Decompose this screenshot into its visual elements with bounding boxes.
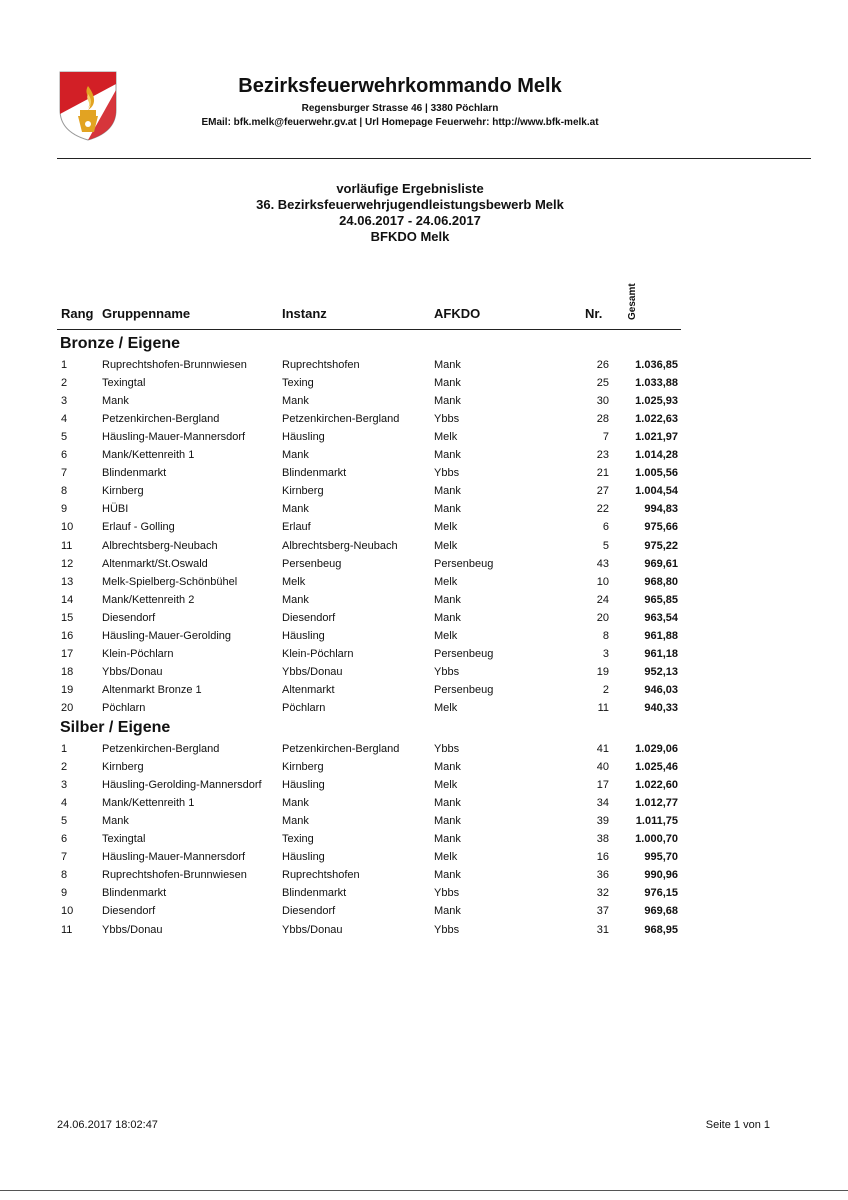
rank-cell: 3 — [61, 779, 68, 792]
rank-cell: 20 — [61, 701, 74, 714]
afkdo-cell: Melk — [434, 575, 458, 588]
table-row — [0, 831, 848, 849]
afkdo-cell: Ybbs — [434, 665, 460, 678]
rank-cell: 1 — [61, 359, 68, 371]
rank-cell: 4 — [61, 797, 68, 810]
table-row — [0, 646, 848, 664]
group-name-cell: Petzenkirchen-Bergland — [102, 743, 220, 755]
group-name-cell: Diesendorf — [102, 611, 156, 624]
rank-cell: 8 — [61, 485, 68, 498]
header-divider — [57, 158, 811, 159]
instance-cell: Texing — [282, 377, 314, 390]
afkdo-cell: Melk — [434, 521, 458, 534]
rank-cell: 19 — [61, 683, 74, 696]
number-cell: 19 — [596, 665, 609, 678]
number-cell: 20 — [596, 611, 609, 624]
afkdo-cell: Melk — [434, 431, 458, 444]
group-name-cell: Ruprechtshofen-Brunnwiesen — [102, 869, 247, 882]
group-name-cell: Mank/Kettenreith 1 — [102, 797, 195, 810]
number-cell: 21 — [596, 467, 609, 480]
instance-cell: Petzenkirchen-Bergland — [282, 413, 400, 426]
group-name-cell: Texingtal — [102, 833, 146, 846]
instance-cell: Mank — [282, 503, 309, 516]
rank-cell: 15 — [61, 611, 74, 624]
table-row — [0, 628, 848, 646]
total-score-cell: 1.021,97 — [635, 431, 678, 444]
report-title-event: 36. Bezirksfeuerwehrjugendleistungsbewerb Melk — [256, 197, 564, 212]
table-row — [0, 759, 848, 777]
total-score-cell: 1.022,60 — [635, 779, 678, 792]
page-indicator: Seite 1 von 1 — [705, 1119, 770, 1131]
column-header-divider — [57, 329, 681, 330]
column-header-gesamt: Gesamt — [627, 283, 638, 320]
number-cell: 37 — [596, 905, 609, 918]
total-score-cell: 1.022,63 — [635, 413, 678, 426]
instance-cell: Blindenmarkt — [282, 887, 347, 900]
group-name-cell: Mank — [102, 395, 129, 408]
instance-cell: Ybbs/Donau — [282, 665, 343, 678]
table-row — [0, 922, 848, 940]
afkdo-cell: Ybbs — [434, 467, 460, 480]
table-row — [0, 885, 848, 903]
rank-cell: 9 — [61, 887, 68, 900]
number-cell: 8 — [602, 629, 609, 642]
group-name-cell: Kirnberg — [102, 761, 144, 774]
rank-cell: 1 — [61, 743, 68, 755]
afkdo-cell: Ybbs — [434, 413, 460, 426]
number-cell: 25 — [596, 377, 609, 390]
group-name-cell: Häusling-Mauer-Mannersdorf — [102, 851, 246, 864]
table-row — [0, 903, 848, 921]
rank-cell: 13 — [61, 575, 74, 588]
group-name-cell: Texingtal — [102, 377, 146, 390]
rank-cell: 6 — [61, 449, 68, 462]
total-score-cell: 975,22 — [644, 539, 678, 552]
group-name-cell: Altenmarkt Bronze 1 — [102, 683, 202, 696]
table-row — [0, 664, 848, 682]
total-score-cell: 1.005,56 — [635, 467, 678, 480]
number-cell: 34 — [596, 797, 609, 810]
afkdo-cell: Mank — [434, 449, 461, 462]
total-score-cell: 968,80 — [644, 575, 678, 588]
rank-cell: 18 — [61, 665, 74, 678]
total-score-cell: 1.011,75 — [635, 815, 678, 828]
group-name-cell: Häusling-Mauer-Mannersdorf — [102, 431, 246, 444]
group-name-cell: Blindenmarkt — [102, 887, 167, 900]
total-score-cell: 1.025,93 — [635, 395, 678, 408]
group-name-cell: Melk-Spielberg-Schönbühel — [102, 575, 238, 588]
number-cell: 16 — [596, 851, 609, 864]
instance-cell: Altenmarkt — [282, 683, 335, 696]
group-name-cell: Ybbs/Donau — [102, 665, 163, 678]
instance-cell: Petzenkirchen-Bergland — [282, 743, 400, 755]
group-name-cell: Häusling-Mauer-Gerolding — [102, 629, 232, 642]
instance-cell: Häusling — [282, 431, 325, 444]
total-score-cell: 1.036,85 — [635, 359, 678, 371]
total-score-cell: 961,18 — [644, 647, 678, 660]
table-row — [0, 357, 848, 375]
instance-cell: Albrechtsberg-Neubach — [282, 539, 398, 552]
report-title-dates: 24.06.2017 - 24.06.2017 — [339, 213, 481, 228]
number-cell: 31 — [596, 923, 609, 936]
number-cell: 26 — [596, 359, 609, 371]
instance-cell: Häusling — [282, 779, 325, 792]
rank-cell: 11 — [61, 923, 73, 936]
fire-brigade-logo-icon — [58, 70, 118, 142]
instance-cell: Häusling — [282, 851, 325, 864]
rank-cell: 7 — [61, 851, 68, 864]
afkdo-cell: Mank — [434, 905, 461, 918]
instance-cell: Melk — [282, 575, 306, 588]
afkdo-cell: Mank — [434, 593, 461, 606]
total-score-cell: 995,70 — [644, 851, 678, 864]
table-row — [0, 519, 848, 537]
afkdo-cell: Ybbs — [434, 887, 460, 900]
table-row — [0, 538, 848, 556]
group-name-cell: Mank — [102, 815, 129, 828]
group-name-cell: Häusling-Gerolding-Mannersdorf — [102, 779, 262, 792]
afkdo-cell: Mank — [434, 761, 461, 774]
afkdo-cell: Melk — [434, 779, 458, 792]
rank-cell: 5 — [61, 815, 68, 828]
table-row — [0, 813, 848, 831]
rank-cell: 2 — [61, 761, 68, 774]
table-row — [0, 849, 848, 867]
section-title: Bronze / Eigene — [60, 335, 181, 352]
number-cell: 40 — [596, 761, 609, 774]
afkdo-cell: Persenbeug — [434, 557, 494, 570]
total-score-cell: 1.025,46 — [635, 761, 678, 774]
group-name-cell: Diesendorf — [102, 905, 156, 918]
rank-cell: 14 — [61, 593, 74, 606]
total-score-cell: 965,85 — [644, 593, 678, 606]
group-name-cell: Ruprechtshofen-Brunnwiesen — [102, 359, 247, 371]
report-title-status: vorläufige Ergebnisliste — [336, 181, 484, 196]
table-row — [0, 393, 848, 411]
report-title-organizer: BFKDO Melk — [370, 229, 450, 244]
column-header-afkdo: AFKDO — [434, 306, 481, 321]
number-cell: 17 — [596, 779, 609, 792]
table-row — [0, 447, 848, 465]
afkdo-cell: Mank — [434, 833, 461, 846]
instance-cell: Mank — [282, 815, 309, 828]
organization-title: Bezirksfeuerwehrkommando Melk — [238, 75, 562, 97]
number-cell: 11 — [597, 701, 609, 714]
afkdo-cell: Ybbs — [434, 743, 460, 755]
rank-cell: 4 — [61, 413, 68, 426]
number-cell: 5 — [602, 539, 609, 552]
afkdo-cell: Melk — [434, 701, 458, 714]
column-header-nr: Nr. — [585, 306, 603, 321]
afkdo-cell: Mank — [434, 797, 461, 810]
total-score-cell: 961,88 — [644, 629, 678, 642]
rank-cell: 6 — [61, 833, 68, 846]
number-cell: 43 — [596, 557, 609, 570]
instance-cell: Persenbeug — [282, 557, 342, 570]
total-score-cell: 1.033,88 — [635, 377, 678, 390]
rank-cell: 10 — [61, 521, 74, 534]
table-row — [0, 795, 848, 813]
total-score-cell: 1.000,70 — [635, 833, 678, 846]
total-score-cell: 946,03 — [644, 683, 678, 696]
table-row — [0, 867, 848, 885]
table-row — [0, 411, 848, 429]
instance-cell: Kirnberg — [282, 761, 324, 774]
afkdo-cell: Mank — [434, 395, 461, 408]
total-score-cell: 969,68 — [644, 905, 678, 918]
instance-cell: Erlauf — [282, 521, 311, 534]
number-cell: 24 — [596, 593, 609, 606]
instance-cell: Mank — [282, 593, 309, 606]
afkdo-cell: Mank — [434, 815, 461, 828]
rank-cell: 9 — [61, 503, 68, 516]
group-name-cell: Petzenkirchen-Bergland — [102, 413, 220, 426]
number-cell: 22 — [596, 503, 609, 516]
group-name-cell: Mank/Kettenreith 1 — [102, 449, 195, 462]
number-cell: 30 — [596, 395, 609, 408]
rank-cell: 8 — [61, 869, 68, 882]
table-row — [0, 375, 848, 393]
group-name-cell: Albrechtsberg-Neubach — [102, 539, 218, 552]
number-cell: 10 — [596, 575, 609, 588]
total-score-cell: 952,13 — [644, 665, 678, 678]
number-cell: 32 — [596, 887, 609, 900]
group-name-cell: Blindenmarkt — [102, 467, 167, 480]
group-name-cell: Pöchlarn — [102, 701, 146, 714]
instance-cell: Pöchlarn — [282, 701, 326, 714]
column-header-instanz: Instanz — [282, 306, 327, 321]
instance-cell: Ruprechtshofen — [282, 359, 360, 371]
table-row — [0, 429, 848, 447]
group-name-cell: HÜBI — [102, 503, 129, 516]
instance-cell: Diesendorf — [282, 905, 336, 918]
rank-cell: 2 — [61, 377, 68, 390]
afkdo-cell: Melk — [434, 539, 458, 552]
rank-cell: 12 — [61, 557, 74, 570]
number-cell: 28 — [596, 413, 609, 426]
rank-cell: 7 — [61, 467, 68, 480]
instance-cell: Diesendorf — [282, 611, 336, 624]
rank-cell: 17 — [61, 647, 74, 660]
table-row — [0, 574, 848, 592]
afkdo-cell: Mank — [434, 503, 461, 516]
afkdo-cell: Mank — [434, 611, 461, 624]
total-score-cell: 963,54 — [644, 611, 678, 624]
total-score-cell: 1.029,06 — [635, 743, 678, 755]
instance-cell: Mank — [282, 797, 309, 810]
number-cell: 41 — [596, 743, 609, 755]
table-row — [0, 741, 848, 759]
section-title: Silber / Eigene — [60, 719, 171, 736]
number-cell: 23 — [596, 449, 609, 462]
instance-cell: Ruprechtshofen — [282, 869, 360, 882]
table-row — [0, 592, 848, 610]
group-name-cell: Kirnberg — [102, 485, 144, 498]
total-score-cell: 994,83 — [644, 503, 678, 516]
afkdo-cell: Melk — [434, 851, 458, 864]
number-cell: 39 — [596, 815, 609, 828]
table-row — [0, 682, 848, 700]
table-row — [0, 777, 848, 795]
number-cell: 2 — [602, 683, 609, 696]
total-score-cell: 1.014,28 — [635, 449, 678, 462]
table-row — [0, 700, 848, 718]
total-score-cell: 976,15 — [644, 887, 678, 900]
instance-cell: Mank — [282, 449, 309, 462]
instance-cell: Kirnberg — [282, 485, 324, 498]
rank-cell: 3 — [61, 395, 68, 408]
page-bottom-edge — [0, 1190, 848, 1191]
number-cell: 6 — [602, 521, 609, 534]
column-header-gruppenname: Gruppenname — [102, 306, 191, 321]
afkdo-cell: Ybbs — [434, 923, 460, 936]
afkdo-cell: Mank — [434, 359, 461, 371]
total-score-cell: 1.012,77 — [635, 797, 678, 810]
total-score-cell: 968,95 — [644, 923, 678, 936]
total-score-cell: 969,61 — [644, 557, 678, 570]
total-score-cell: 990,96 — [644, 869, 678, 882]
afkdo-cell: Persenbeug — [434, 683, 494, 696]
instance-cell: Blindenmarkt — [282, 467, 347, 480]
number-cell: 3 — [602, 647, 609, 660]
number-cell: 27 — [596, 485, 609, 498]
afkdo-cell: Persenbeug — [434, 647, 494, 660]
column-header-rang: Rang — [61, 306, 94, 321]
organization-address: Regensburger Strasse 46 | 3380 Pöchlarn — [301, 103, 499, 114]
group-name-cell: Klein-Pöchlarn — [102, 647, 174, 660]
table-row — [0, 483, 848, 501]
total-score-cell: 975,66 — [644, 521, 678, 534]
afkdo-cell: Melk — [434, 629, 458, 642]
total-score-cell: 940,33 — [644, 701, 678, 714]
rank-cell: 16 — [61, 629, 74, 642]
instance-cell: Ybbs/Donau — [282, 923, 343, 936]
group-name-cell: Altenmarkt/St.Oswald — [102, 557, 208, 570]
group-name-cell: Ybbs/Donau — [102, 923, 163, 936]
group-name-cell: Mank/Kettenreith 2 — [102, 593, 195, 606]
number-cell: 7 — [602, 431, 609, 444]
afkdo-cell: Mank — [434, 377, 461, 390]
rank-cell: 11 — [61, 539, 73, 552]
number-cell: 38 — [596, 833, 609, 846]
table-row — [0, 556, 848, 574]
instance-cell: Häusling — [282, 629, 325, 642]
afkdo-cell: Mank — [434, 869, 461, 882]
number-cell: 36 — [596, 869, 609, 882]
table-row — [0, 610, 848, 628]
instance-cell: Klein-Pöchlarn — [282, 647, 354, 660]
rank-cell: 10 — [61, 905, 74, 918]
print-timestamp: 24.06.2017 18:02:47 — [57, 1119, 158, 1131]
organization-contact: EMail: bfk.melk@feuerwehr.gv.at | Url Homepage Feuerwehr: http://www.bfk-melk.at — [201, 117, 599, 128]
table-row — [0, 501, 848, 519]
rank-cell: 5 — [61, 431, 68, 444]
afkdo-cell: Mank — [434, 485, 461, 498]
group-name-cell: Erlauf - Golling — [102, 521, 175, 534]
total-score-cell: 1.004,54 — [635, 485, 678, 498]
table-row — [0, 465, 848, 483]
instance-cell: Texing — [282, 833, 314, 846]
instance-cell: Mank — [282, 395, 309, 408]
